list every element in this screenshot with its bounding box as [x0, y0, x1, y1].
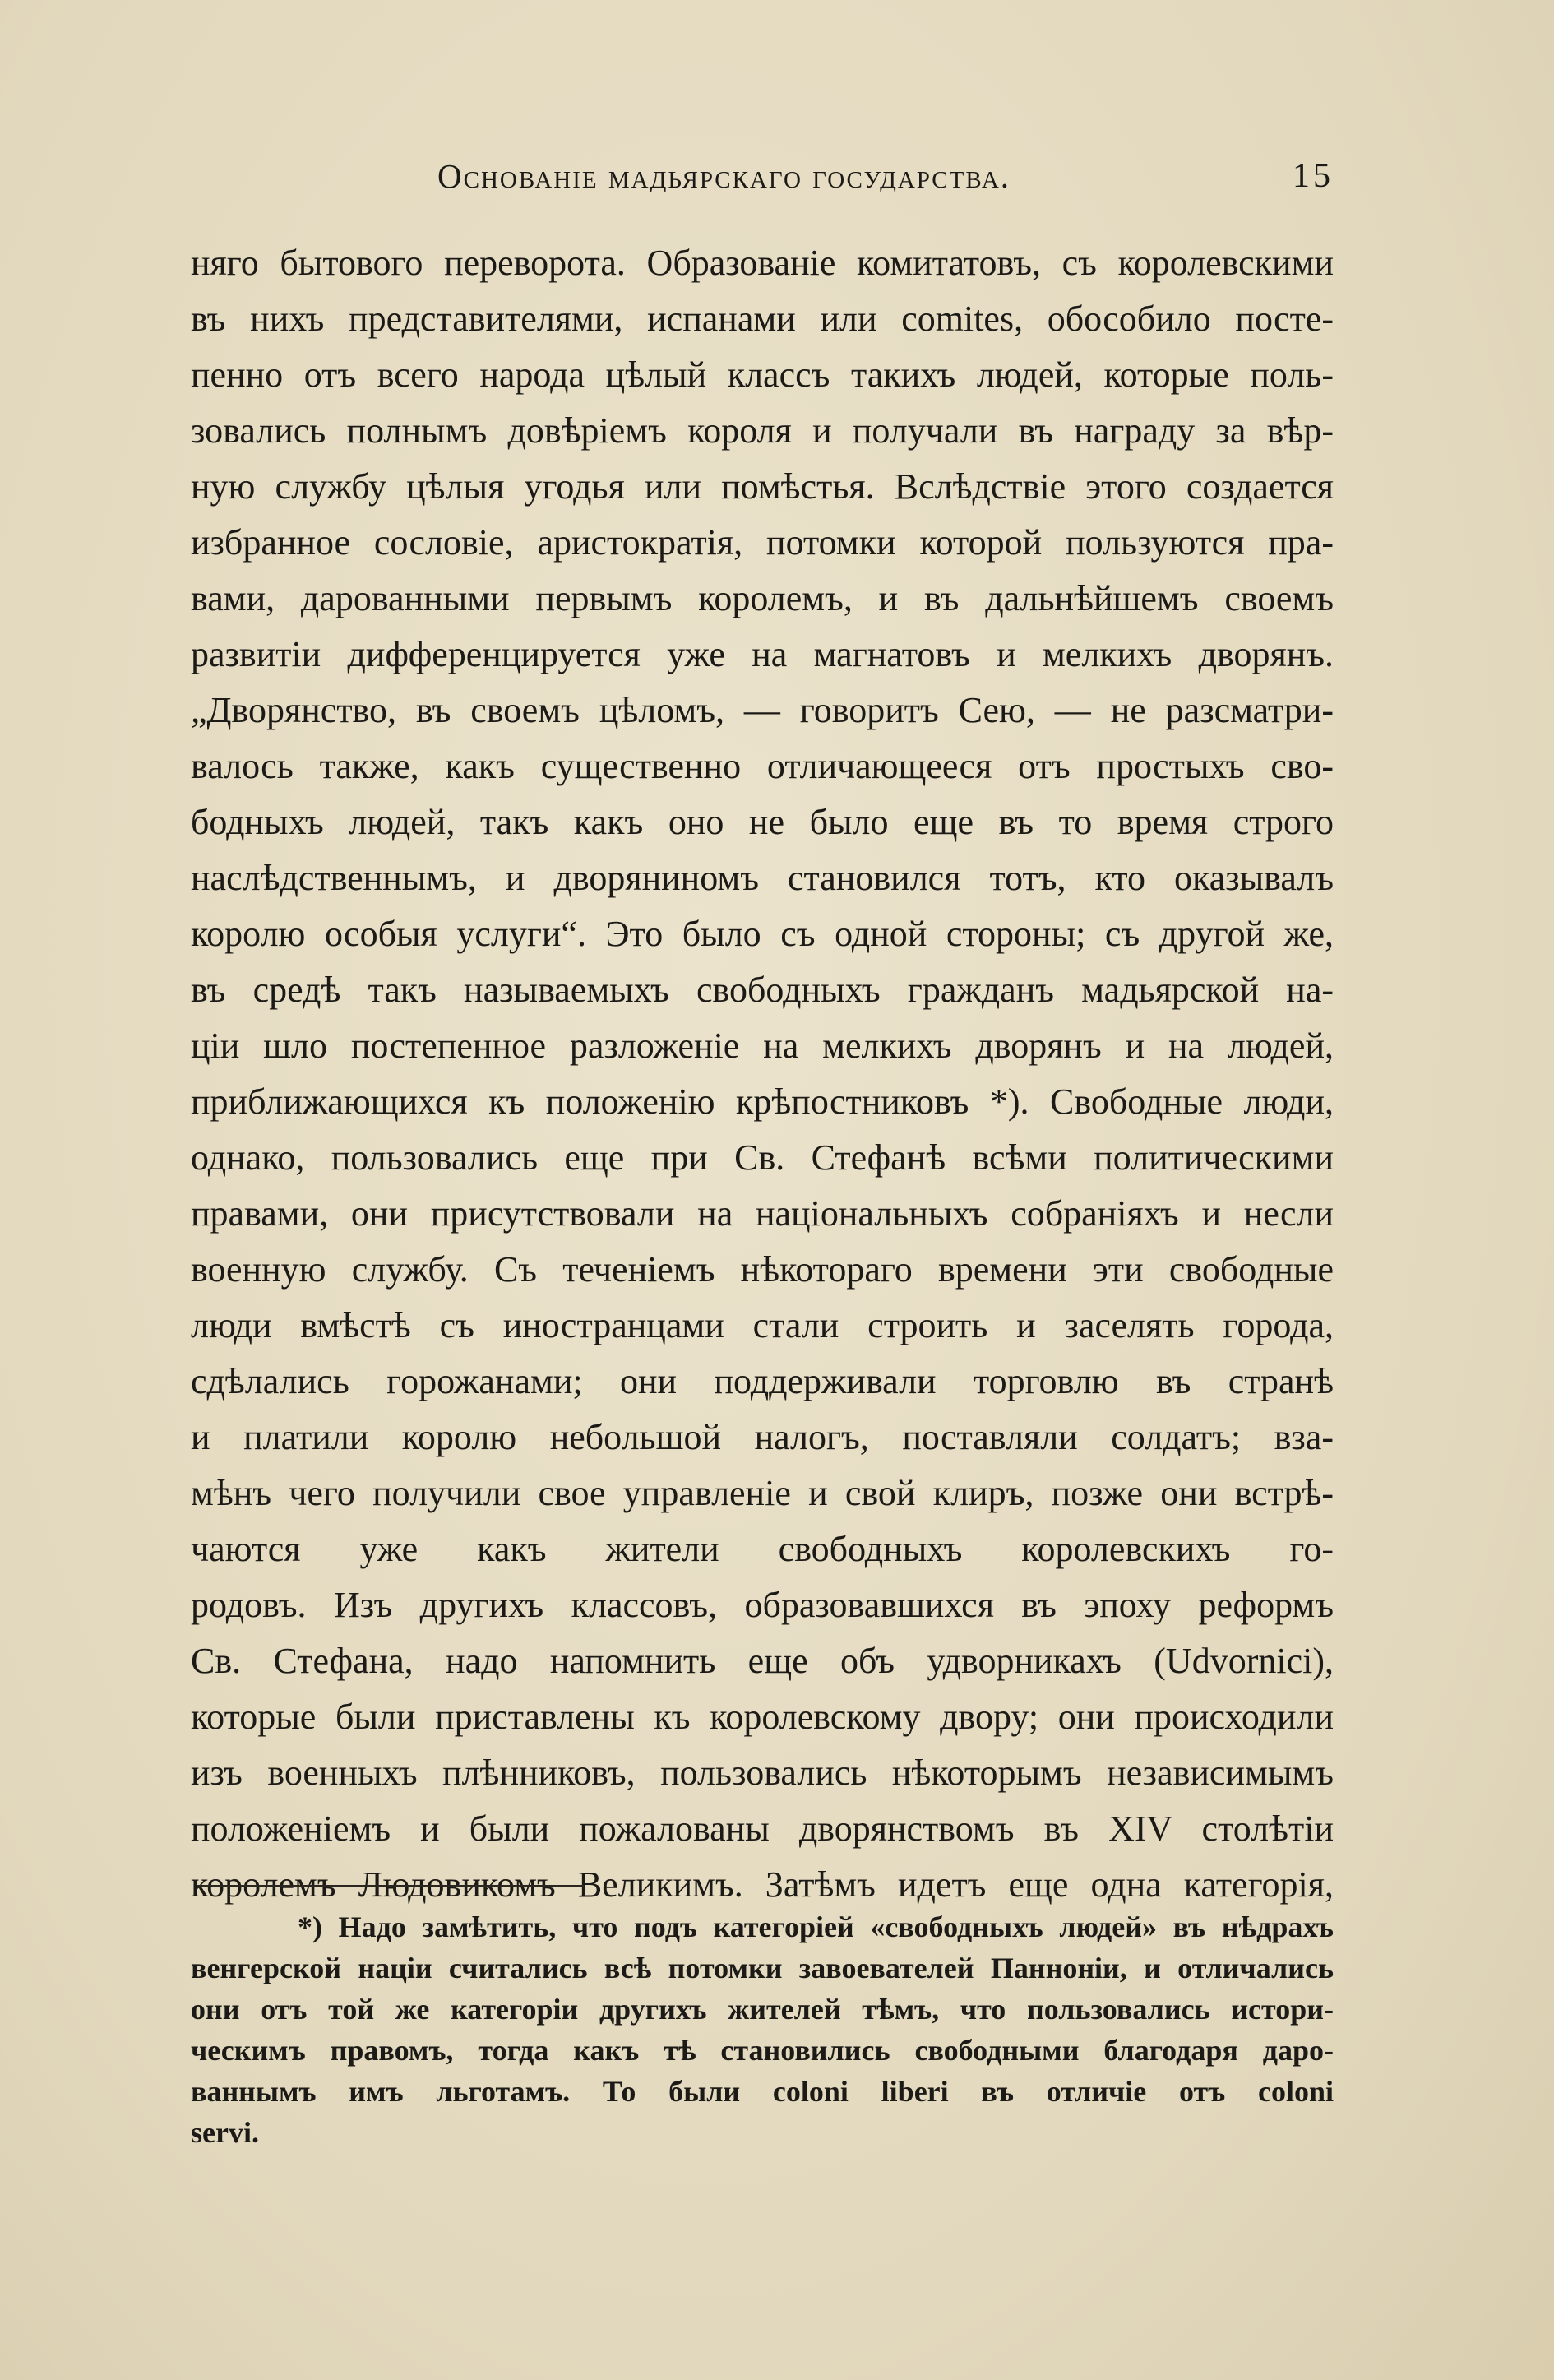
text-line: въ нихъ представителями, испанами или comites, обособило посте- — [191, 299, 1334, 339]
text-line: развитіи дифференцируется уже на магнатовъ и мелкихъ дворянъ. — [191, 634, 1334, 674]
text-line: приближающихся къ положенію крѣпостниковъ *). Свободные люди, — [191, 1081, 1334, 1122]
page-number: 15 — [1293, 157, 1334, 195]
text-line: наслѣдственнымъ, и дворяниномъ становился тотъ, кто оказывалъ — [191, 858, 1334, 898]
text-line: изъ военныхъ плѣнниковъ, пользовались нѣкоторымъ независимымъ — [191, 1753, 1334, 1793]
text-line: ціи шло постепенное разложеніе на мелкихъ дворянъ и на людей, — [191, 1026, 1334, 1066]
text-line: люди вмѣстѣ съ иностранцами стали строить и заселять города, — [191, 1305, 1334, 1345]
footnote-line: венгерской націи считались всѣ потомки завоевателей Панноніи, и отличались — [191, 1952, 1334, 1984]
text-line: избранное сословіе, аристократія, потомки которой пользуются пра- — [191, 522, 1334, 563]
text-line: родовъ. Изъ другихъ классовъ, образовавшихся въ эпоху реформъ — [191, 1585, 1334, 1625]
text-line: однако, пользовались еще при Св. Стефанѣ всѣми политическими — [191, 1137, 1334, 1178]
text-line: „Дворянство, въ своемъ цѣломъ, — говоритъ Сею, — не разсматри- — [191, 690, 1334, 730]
footnote — [191, 1906, 1334, 2153]
footnote-separator — [197, 1885, 584, 1887]
text-line: сдѣлались горожанами; они поддерживали торговлю въ странѣ — [191, 1361, 1334, 1401]
text-line: въ средѣ такъ называемыхъ свободныхъ гражданъ мадьярской на- — [191, 970, 1334, 1010]
text-line: зовались полнымъ довѣріемъ короля и получали въ награду за вѣр- — [191, 410, 1334, 451]
text-line: бодныхъ людей, такъ какъ оно не было еще въ то время строго — [191, 802, 1334, 842]
text-line: валось также, какъ существенно отличающееся отъ простыхъ сво- — [191, 746, 1334, 786]
text-line: положеніемъ и были пожалованы дворянствомъ въ XIV столѣтіи — [191, 1808, 1334, 1849]
text-line: королю особыя услуги“. Это было съ одной стороны; съ другой же, — [191, 914, 1334, 954]
text-line: правами, они присутствовали на національныхъ собраніяхъ и несли — [191, 1193, 1334, 1234]
footnote-line: ческимъ правомъ, тогда какъ тѣ становились свободными благодаря даро- — [191, 2034, 1334, 2067]
footnote-line: ваннымъ имъ льготамъ. То были coloni liberi въ отличіе отъ coloni — [191, 2075, 1334, 2108]
text-line: чаются уже какъ жители свободныхъ королевскихъ го- — [191, 1529, 1334, 1569]
body-text — [191, 235, 1334, 1913]
text-line: и платили королю небольшой налогъ, поставляли солдатъ; вза- — [191, 1417, 1334, 1457]
text-line: военную службу. Съ теченіемъ нѣкотораго времени эти свободные — [191, 1249, 1334, 1290]
footnote-line: *) Надо замѣтить, что подъ категоріей «свободныхъ людей» въ нѣдрахъ — [298, 1910, 1334, 1943]
text-line: няго бытового переворота. Образованіе комитатовъ, съ королевскими — [191, 243, 1334, 283]
text-line: королемъ Людовикомъ Великимъ. Затѣмъ идетъ еще одна категорія, — [191, 1864, 1334, 1905]
text-line: Св. Стефана, надо напомнить еще объ удворникахъ (Udvornici), — [191, 1641, 1334, 1681]
page-header — [191, 156, 1334, 206]
running-title: Основаніе мадьярскаго государства. — [437, 157, 1011, 195]
text-line: ную службу цѣлыя угодья или помѣстья. Вслѣдствіе этого создается — [191, 466, 1334, 507]
text-line: вами, дарованными первымъ королемъ, и въ дальнѣйшемъ своемъ — [191, 578, 1334, 618]
text-line: мѣнъ чего получили свое управленіе и свой клиръ, позже они встрѣ- — [191, 1473, 1334, 1513]
text-line: которые были приставлены къ королевскому двору; они происходили — [191, 1697, 1334, 1737]
text-line: пенно отъ всего народа цѣлый классъ такихъ людей, которые поль- — [191, 354, 1334, 395]
footnote-line: они отъ той же категоріи другихъ жителей тѣмъ, что пользовались истори- — [191, 1993, 1334, 2026]
footnote-line: servi. — [191, 2116, 259, 2149]
